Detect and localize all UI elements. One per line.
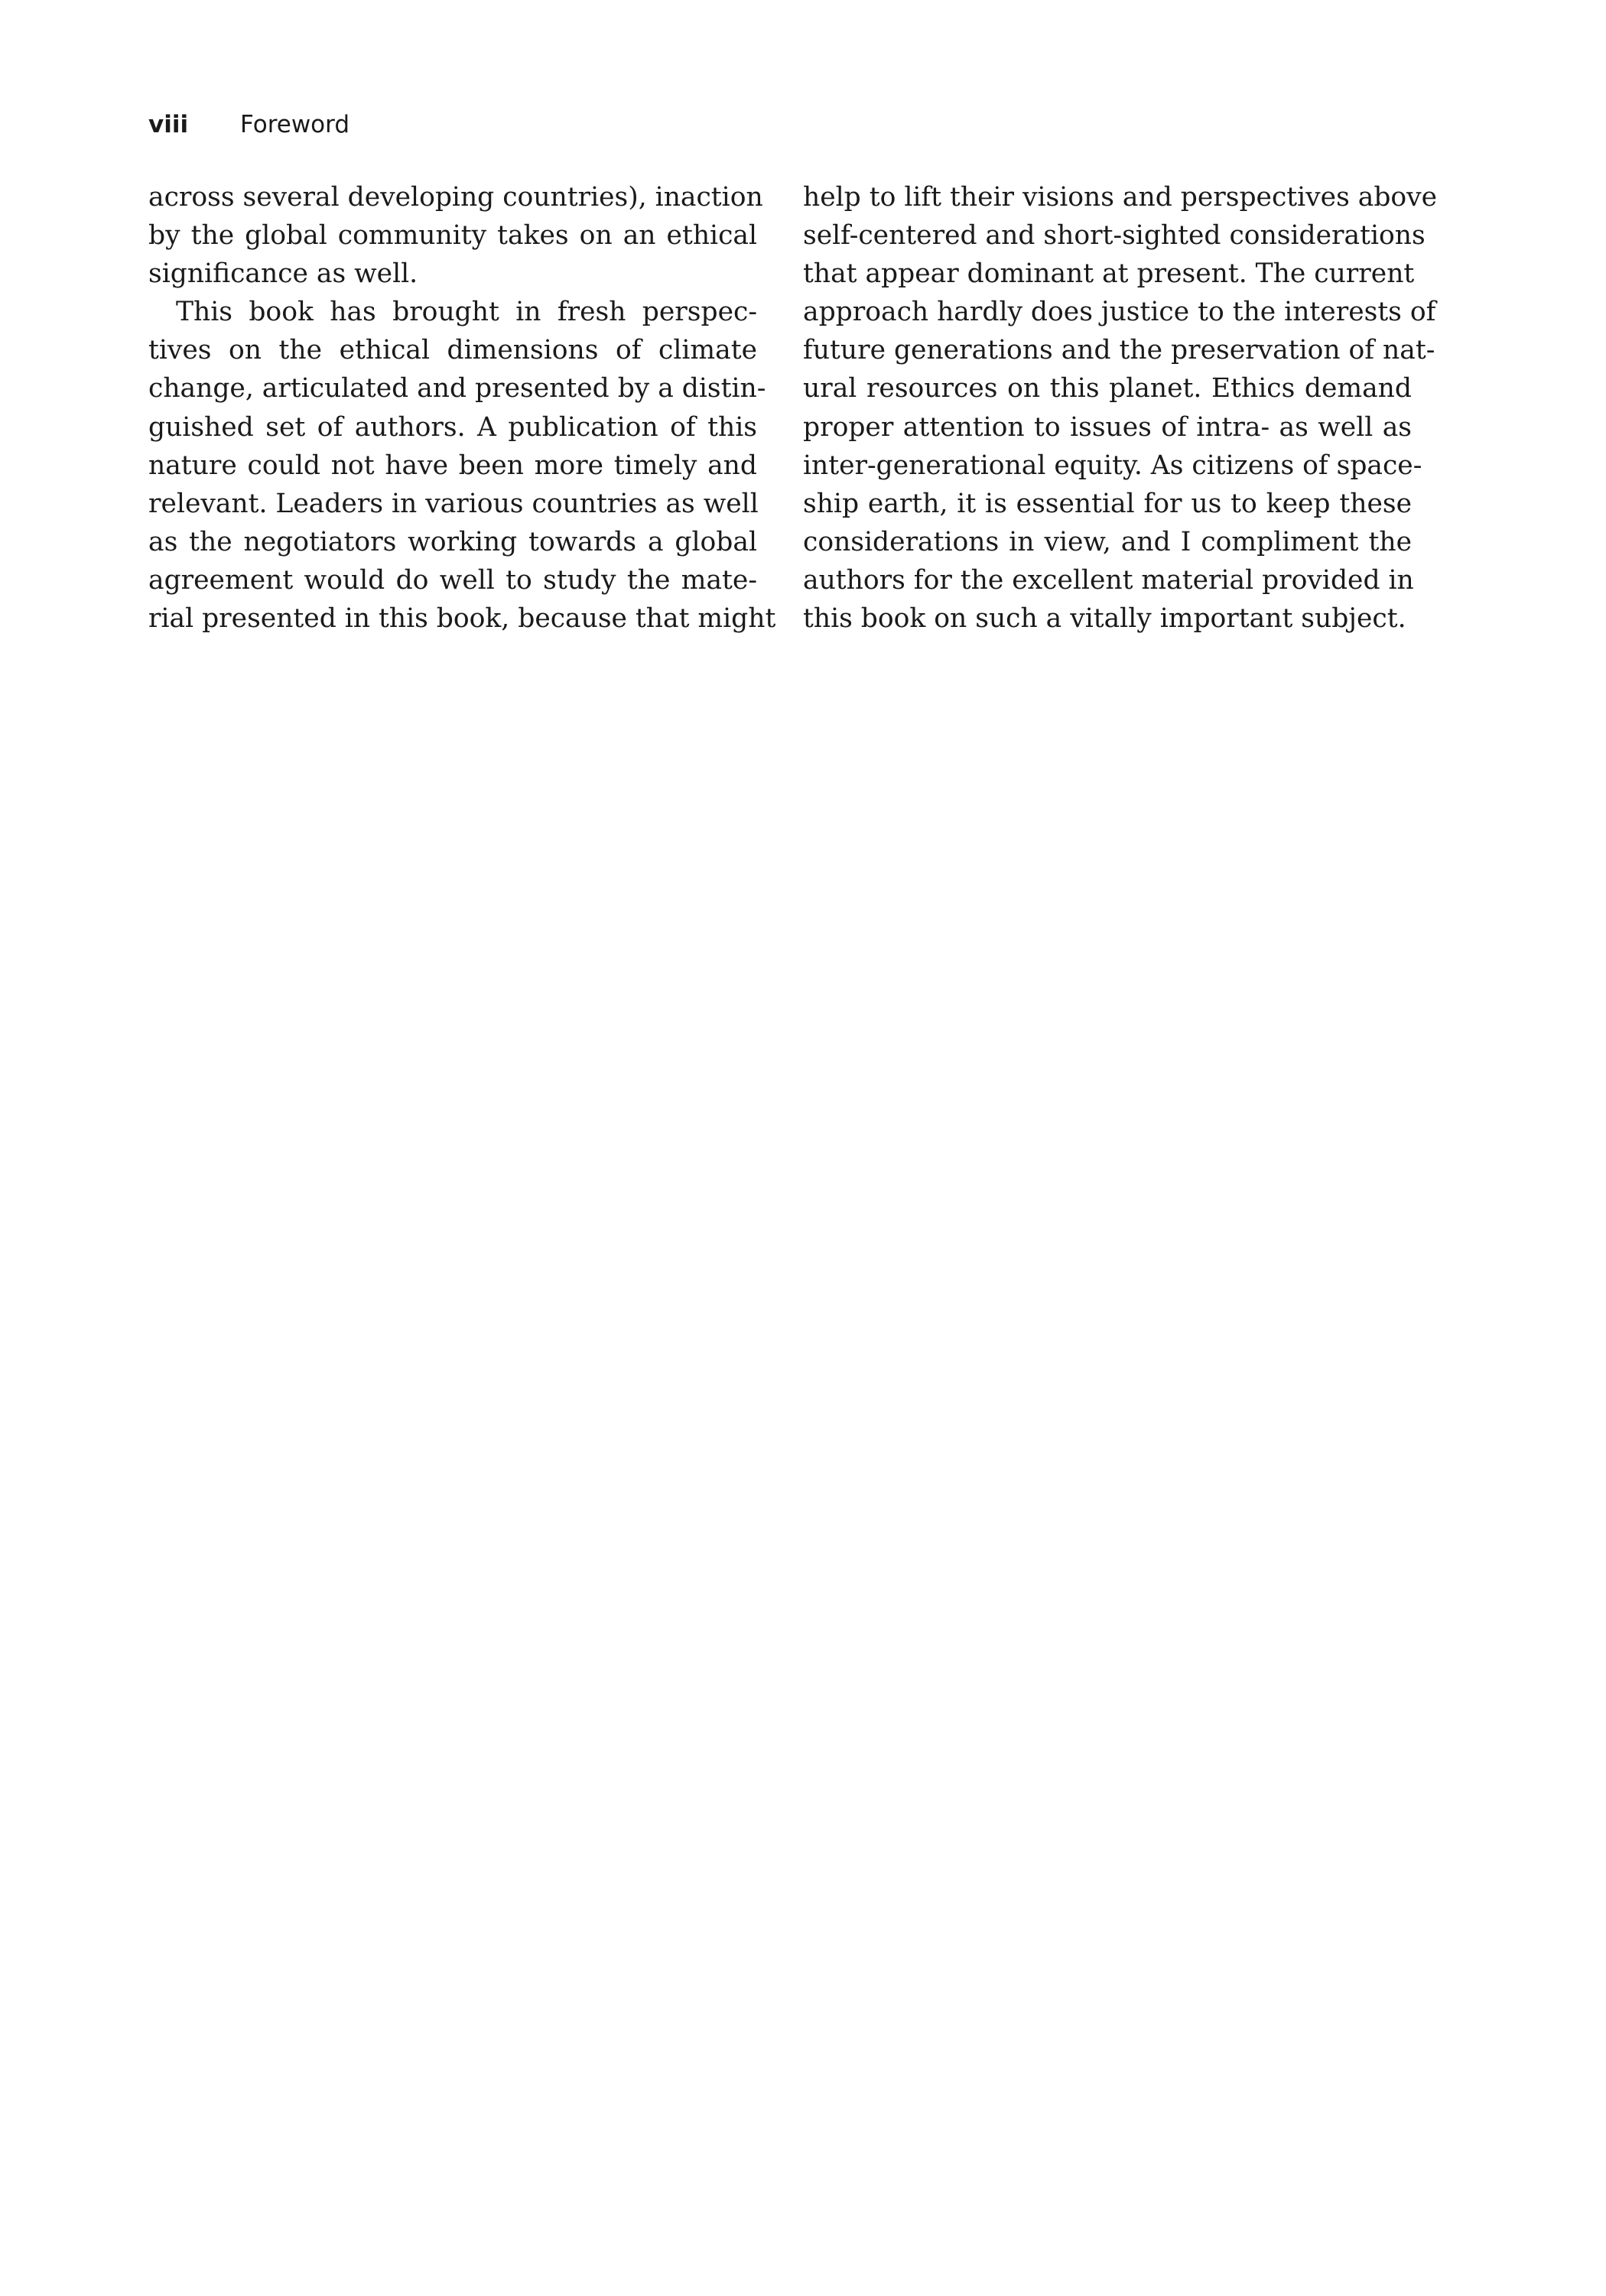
body-text-line: relevant. Leaders in various countries as well — [148, 488, 759, 519]
body-text-line: across several developing countries), inaction — [148, 182, 763, 213]
body-text-line: help to lift their visions and perspectives above — [803, 182, 1438, 213]
body-text-line: authors for the excellent material provided in — [803, 564, 1414, 596]
body-text-line: proper attention to issues of intra- as well as — [803, 411, 1412, 443]
left-column — [148, 178, 776, 638]
running-head — [148, 109, 349, 140]
body-text-line: this book on such a vitally important subject. — [803, 603, 1406, 635]
body-text-line: nature could not have been more timely and — [148, 450, 757, 481]
body-text-line: ship earth, it is essential for us to keep these — [803, 488, 1412, 519]
body-text-line: significance as well. — [148, 258, 418, 290]
body-text-line: considerations in view, and I compliment the — [803, 526, 1412, 557]
body-text-line: approach hardly does justice to the interests of — [803, 297, 1436, 328]
body-text-line: rial presented in this book, because that might — [148, 603, 776, 635]
page-number: viii — [148, 111, 189, 138]
body-text-line: inter-generational equity. As citizens of space- — [803, 450, 1422, 481]
running-head-title: Foreword — [240, 111, 350, 138]
body-text-line: change, articulated and presented by a distin- — [148, 373, 766, 404]
body-text-line: tives on the ethical dimensions of climate — [148, 335, 757, 366]
body-text-line: ural resources on this planet. Ethics demand — [803, 373, 1412, 404]
body-text-line: by the global community takes on an ethical — [148, 220, 757, 252]
right-column — [803, 178, 1438, 638]
body-text-line: that appear dominant at present. The current — [803, 258, 1415, 290]
body-text-line: future generations and the preservation of nat- — [803, 335, 1435, 366]
body-text-line: guished set of authors. A publication of this — [148, 411, 757, 443]
paragraph-start-line: This book has brought in fresh perspec- — [176, 297, 757, 328]
body-text-line: agreement would do well to study the mate- — [148, 564, 757, 596]
body-text-line: self-centered and short-sighted considerations — [803, 220, 1426, 252]
body-text-line: as the negotiators working towards a global — [148, 526, 757, 557]
